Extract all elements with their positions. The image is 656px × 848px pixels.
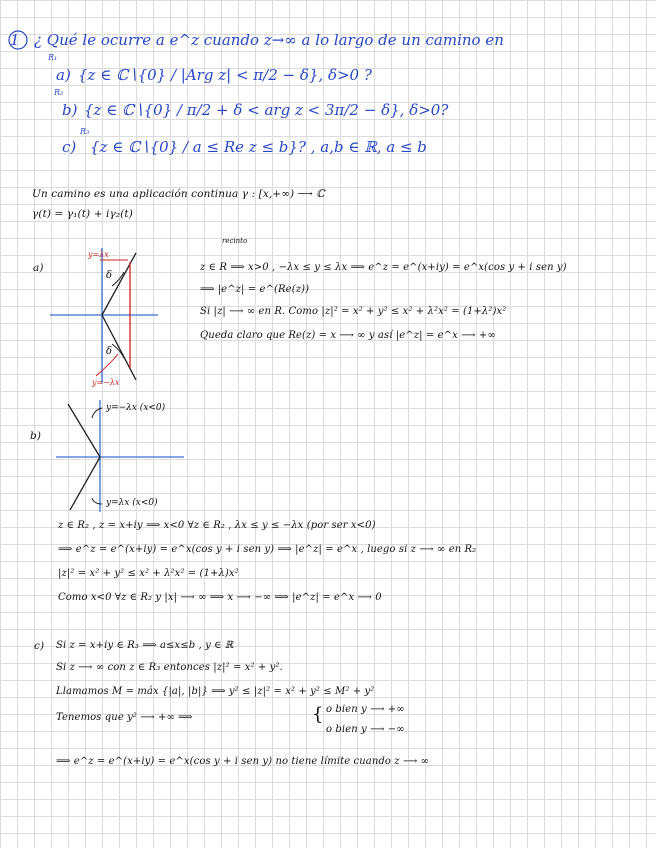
part-a-figure <box>50 248 170 388</box>
part-c-line-1: Si z = x+iy ∈ R₃ ⟹ a≤x≤b , y ∈ ℝ <box>56 640 234 651</box>
part-c-case-1: o bien y ⟶ +∞ <box>326 704 405 715</box>
figure-b-top-label: y=−λx (x<0) <box>106 403 166 413</box>
figure-a-angle-top: δ <box>106 270 113 281</box>
figure-a-bottom-label: y=−λx <box>92 378 120 387</box>
definition-line-2: γ(t) = γ₁(t) + iγ₂(t) <box>32 208 133 220</box>
problem-number: 1 <box>10 31 20 49</box>
part-b-line-1: z ∈ R₂ , z = x+iy ⟹ x<0 ∀z ∈ R₂ , λx ≤ y ≤ −λx (por ser x<0) <box>58 520 376 531</box>
part-c-label: c) <box>34 640 45 652</box>
item-b-label: b) <box>62 101 78 119</box>
part-a-label: a) <box>33 262 44 274</box>
problem-title: ¿ Qué le ocurre a e^z cuando z→∞ a lo largo de un camino en <box>34 31 504 49</box>
circled-number-outline <box>8 30 30 52</box>
part-a-line-4: Queda claro que Re(z) = x ⟶ ∞ y así |e^z| = e^x ⟶ +∞ <box>200 330 496 341</box>
definition-line-1: Un camino es una aplicación continua γ : [x,+∞) ⟶ ℂ <box>32 188 325 200</box>
part-c-line-2: Si z ⟶ ∞ con z ∈ R₃ entonces |z|² = x² + y². <box>56 662 283 673</box>
part-a-line-1: z ∈ R ⟹ x>0 , −λx ≤ y ≤ λx ⟹ e^z = e^(x+iy) = e^x(cos y + i sen y) <box>200 262 567 273</box>
part-c-brace: { <box>312 704 324 725</box>
part-a-note: recinto <box>222 237 248 245</box>
item-c-label: c) <box>62 138 77 156</box>
item-a-text: {z ∈ ℂ∖{0} / |Arg z| < π/2 − δ}, δ>0 ? <box>78 66 372 84</box>
part-c-line-4: Tenemos que y² ⟶ +∞ ⟹ <box>56 712 193 723</box>
part-a-line-3: Si |z| ⟶ ∞ en R. Como |z|² = x² + y² ≤ x² + λ²x² = (1+λ²)x² <box>200 306 507 317</box>
part-b-label: b) <box>30 430 42 442</box>
figure-a-top-label: y=λx <box>88 250 109 259</box>
part-b-line-4: Como x<0 ∀z ∈ R₂ y |x| ⟶ ∞ ⟹ x ⟶ −∞ ⟹ |e^z| = e^x ⟶ 0 <box>58 592 382 603</box>
part-b-line-2: ⟹ e^z = e^(x+iy) = e^x(cos y + i sen y) ⟹ |e^z| = e^x , luego si z ⟶ ∞ en R₂ <box>58 544 477 555</box>
item-c-region: R₃ <box>80 127 90 136</box>
item-a-region: R₁ <box>48 53 58 62</box>
item-b-text: {z ∈ ℂ∖{0} / π/2 + δ < arg z < 3π/2 − δ}, δ>0? <box>84 101 449 119</box>
part-b-line-3: |z|² = x² + y² ≤ x² + λ²x² = (1+λ)x² <box>58 568 239 579</box>
part-a-line-2: ⟹ |e^z| = e^(Re(z)) <box>200 284 310 295</box>
item-c-text: {z ∈ ℂ∖{0} / a ≤ Re z ≤ b}? , a,b ∈ ℝ, a ≤ b <box>90 138 427 156</box>
item-b-region: R₂ <box>54 88 64 97</box>
figure-b-bottom-label: y=λx (x<0) <box>106 498 158 508</box>
figure-a-angle-bottom: δ <box>106 346 113 357</box>
part-c-line-3: Llamamos M = máx {|a|, |b|} ⟹ y² ≤ |z|² = x² + y² ≤ M² + y² <box>56 686 375 697</box>
part-c-case-2: o bien y ⟶ −∞ <box>326 724 405 735</box>
item-a-label: a) <box>56 66 71 84</box>
part-c-line-5: ⟹ e^z = e^(x+iy) = e^x(cos y + i sen y) no tiene límite cuando z ⟶ ∞ <box>56 756 430 767</box>
